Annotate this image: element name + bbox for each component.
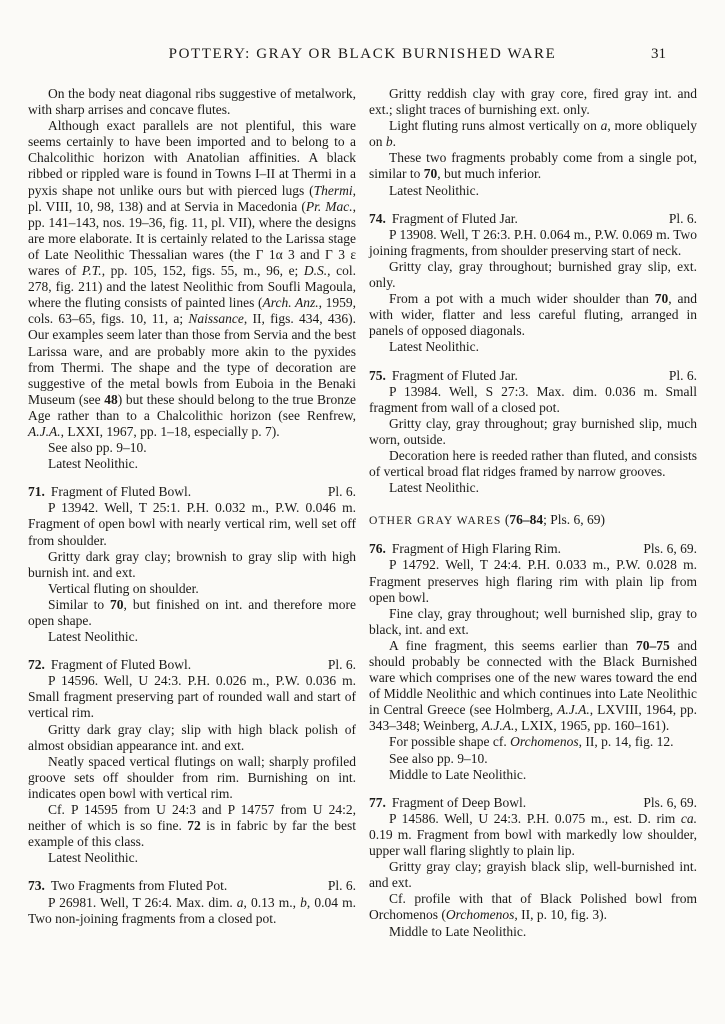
italic-run: Naissance xyxy=(188,311,244,327)
italic-run: Thermi xyxy=(313,182,353,198)
text-run: 0.19 m. Fragment from bowl with markedly low shoulder, upper wall flaring slightly to plain lip. xyxy=(369,826,697,859)
bold-run: 48 xyxy=(104,391,118,407)
paragraph xyxy=(28,440,356,456)
entry-title: Fragment of Fluted Jar. xyxy=(391,367,518,383)
italic-run: P.T. xyxy=(81,263,102,279)
text-run: Neatly spaced vertical flutings on wall; sharply profiled groove sets off shoulder from rim. Burnishing on int. indicates open bowl with vertical rim. xyxy=(28,753,356,801)
page-header xyxy=(0,46,725,66)
entry-number-title xyxy=(28,657,191,673)
text-run: P 14596. Well, U 24:3. P.H. 0.026 m., P.W. 0.036 m. Small fragment preserving part of rounded wall and start of vertical rim. xyxy=(28,673,356,721)
bold-run: 70 xyxy=(110,596,124,612)
text-run: Gritty clay, gray throughout; burnished gray slip, ext. only. xyxy=(369,258,697,291)
text-run: , II, figs. 434, 436). Our examples seem later than those from Servia and the best Larissa ware, and are probably more akin to the pyxides from Thermi. The shape and the type of decoration are suggestive of the metal bowls from Euboia in the Benaki Museum (see xyxy=(28,311,356,407)
text-run: ) but these should belong to the true Bronze Age rather than to a Chalcolithic horizon (see Renfrew, xyxy=(28,391,356,423)
paragraph xyxy=(369,480,697,496)
text-run: See also pp. 9–10. xyxy=(389,750,488,766)
plate-reference: Pl. 6. xyxy=(668,367,697,383)
entry-number-title xyxy=(369,368,518,384)
entry-number: 72. xyxy=(28,657,45,673)
italic-run: Pr. Mac. xyxy=(305,198,353,214)
paragraph xyxy=(369,150,697,182)
paragraph xyxy=(369,638,697,735)
text-run: , and with wider, flatter and less careful fluting, arranged in panels of opposed diagonals. xyxy=(369,291,697,339)
entry-title: Fragment of High Flaring Rim. xyxy=(391,541,561,557)
entry-title: Fragment of Fluted Jar. xyxy=(391,210,518,226)
text-run: ; Pls. 6, 69) xyxy=(543,512,605,528)
paragraph xyxy=(369,924,697,940)
italic-run: a xyxy=(600,118,608,134)
entry-title: Two Fragments from Fluted Pot. xyxy=(50,878,228,894)
entry-number: 76. xyxy=(369,541,386,557)
text-run: Decoration here is reeded rather than fluted, and consists of vertical broad flat ridges framed by narrow grooves. xyxy=(369,447,697,480)
paragraph xyxy=(369,751,697,767)
text-run: ( xyxy=(501,512,510,528)
paragraph xyxy=(28,581,356,597)
text-run: , II, p. 14, fig. 12. xyxy=(578,734,674,750)
entry-number-title xyxy=(28,878,227,894)
paragraph xyxy=(28,850,356,866)
paragraph xyxy=(28,118,356,440)
text-run: Latest Neolithic. xyxy=(48,850,138,866)
paragraph xyxy=(28,673,356,721)
text-run: Cf. P 14595 from U 24:3 and P 14757 from U 24:2, neither of which is so fine. xyxy=(28,802,356,834)
entry-heading xyxy=(369,541,697,557)
text-run: and should probably be connected with the Black Burnished ware which comprises one of the new wares toward the end of Middle Neolithic and which continues into Late Neolithic in Central Greece (see Holmberg, xyxy=(369,637,697,718)
text-run: Gritty dark gray clay; slip with high black polish of almost obsidian appearance int. and ext. xyxy=(28,721,356,753)
paragraph xyxy=(369,227,697,259)
running-title: POTTERY: GRAY OR BLACK BURNISHED WARE xyxy=(168,46,557,62)
entry-title: Fragment of Fluted Bowl. xyxy=(50,484,192,500)
text-run: Latest Neolithic. xyxy=(389,480,479,496)
plate-reference: Pl. 6. xyxy=(327,484,356,500)
text-run: These two fragments probably come from a single pot, similar to xyxy=(369,150,697,182)
text-run: P 14586. Well, U 24:3. P.H. 0.075 m., est. D. rim xyxy=(389,810,681,826)
text-run: Middle to Late Neolithic. xyxy=(389,923,527,939)
text-run: , 0.04 m. Two non-joining fragments from a closed pot. xyxy=(28,894,356,926)
text-run: Similar to xyxy=(48,596,111,612)
plate-reference: Pl. 6. xyxy=(668,210,697,226)
bold-run: 72 xyxy=(187,818,201,834)
text-run: On the body neat diagonal ribs suggestive of metalwork, with sharp arrises and concave flutes. xyxy=(28,86,356,118)
entry-number-title xyxy=(369,211,518,227)
text-run: , LXXI, 1967, pp. 1–18, especially p. 7). xyxy=(60,423,280,439)
text-run: Latest Neolithic. xyxy=(389,339,479,355)
text-run: Latest Neolithic. xyxy=(48,629,138,645)
plate-reference: Pl. 6. xyxy=(327,657,356,673)
text-run: , more obliquely on xyxy=(369,118,698,150)
text-run: Gritty reddish clay with gray core, fired gray int. and ext.; slight traces of burnishing ext. only. xyxy=(369,86,697,118)
text-run: For possible shape cf. xyxy=(389,734,511,750)
paragraph xyxy=(369,734,697,750)
text-run: , pp. 105, 152, figs. 55, m., 96, e; xyxy=(101,263,304,279)
text-run: , but much inferior. xyxy=(437,166,542,182)
entry-number: 75. xyxy=(369,367,386,383)
entry-heading xyxy=(369,795,697,811)
bold-run: 70–75 xyxy=(635,637,670,653)
text-run: , pl. VIII, 10, 98, 138) and at Servia in Macedonia ( xyxy=(28,182,356,214)
entry-number-title xyxy=(28,484,191,500)
text-run: P 26981. Well, T 26:4. Max. dim. xyxy=(48,894,237,910)
italic-run: D.S. xyxy=(303,263,328,279)
paragraph xyxy=(369,118,697,150)
entry-number: 77. xyxy=(369,794,386,810)
paragraph xyxy=(28,629,356,645)
entry-number: 71. xyxy=(28,484,45,500)
text-run: A fine fragment, this seems earlier than xyxy=(389,637,636,653)
text-run: P 13984. Well, S 27:3. Max. dim. 0.036 m. Small fragment from wall of a closed pot. xyxy=(369,383,697,415)
page-number: 31 xyxy=(651,46,666,62)
italic-run: b xyxy=(300,894,307,910)
text-run: , LXIX, 1965, pp. 160–161). xyxy=(514,718,670,734)
entry-heading xyxy=(369,211,697,227)
entry-number-title xyxy=(369,795,526,811)
text-run: , 0.13 m., xyxy=(243,894,301,910)
paragraph xyxy=(28,722,356,754)
text-run: Fine clay, gray throughout; well burnished slip, gray to black, int. and ext. xyxy=(369,605,697,637)
smallcaps-run: OTHER GRAY WARES xyxy=(369,514,502,528)
italic-run: A.J.A. xyxy=(28,423,61,439)
paragraph xyxy=(369,767,697,783)
text-run: Gritty clay, gray throughout; gray burnished slip, much worn, outside. xyxy=(369,415,697,447)
text-run: Vertical fluting on shoulder. xyxy=(48,580,199,596)
paragraph xyxy=(28,754,356,802)
paragraph xyxy=(369,86,697,118)
paragraph xyxy=(28,802,356,850)
paragraph xyxy=(369,859,697,891)
entry-number: 73. xyxy=(28,878,45,894)
paragraph xyxy=(369,416,697,448)
text-run: . xyxy=(392,134,396,150)
italic-run: A.J.A. xyxy=(481,718,515,734)
text-run: , but finished on int. and therefore more open shape. xyxy=(28,596,356,628)
text-run: Light fluting runs almost vertically on xyxy=(389,118,601,134)
text-run: P 14792. Well, T 24:4. P.H. 0.033 m., P.W. 0.028 m. Fragment preserves high flaring rim with plain lip from open bowl. xyxy=(369,557,697,605)
entry-title: Fragment of Fluted Bowl. xyxy=(50,657,192,673)
section-heading xyxy=(369,512,697,529)
entry-heading xyxy=(28,657,356,673)
italic-run: a xyxy=(236,894,244,910)
paragraph xyxy=(28,597,356,629)
left-column xyxy=(28,86,356,940)
paragraph xyxy=(369,811,697,859)
entry-number: 74. xyxy=(369,210,386,226)
text-run: , pp. 141–143, nos. 19–36, fig. 11, pl. VII), where the designs are more elaborate. It is certainly related to the Larissa stage of Late Neolithic Thessalian wares (the Γ 1α 3 and Γ 3 ε wares of xyxy=(28,198,356,279)
entry-number-title xyxy=(369,541,561,557)
paragraph xyxy=(369,557,697,605)
paragraph xyxy=(369,384,697,416)
right-column xyxy=(369,86,697,940)
text-run: Cf. profile with that of Black Polished bowl from Orchomenos ( xyxy=(369,891,697,923)
paragraph xyxy=(369,259,697,291)
paragraph xyxy=(369,291,697,339)
bold-run: 70 xyxy=(654,291,669,307)
entry-heading xyxy=(28,484,356,500)
text-run: Latest Neolithic. xyxy=(48,456,138,472)
text-run: Gritty gray clay; grayish black slip, well-burnished int. and ext. xyxy=(369,859,697,891)
bold-run: 76–84 xyxy=(509,512,544,528)
text-run: P 13942. Well, T 25:1. P.H. 0.032 m., P.W. 0.046 m. Fragment of open bowl with nearly vertical rim, well set off from shoulder. xyxy=(28,500,356,548)
italic-run: A.J.A. xyxy=(557,702,590,718)
text-run: Latest Neolithic. xyxy=(389,182,479,198)
entry-heading xyxy=(369,368,697,384)
text-run: From a pot with a much wider shoulder than xyxy=(389,291,655,307)
paragraph xyxy=(369,448,697,480)
italic-run: ca. xyxy=(680,810,697,826)
text-run: Although exact parallels are not plentiful, this ware seems certainly to have been imported and to belong to a Chalcolithic horizon with Anatolian affinities. A black ribbed or rippled ware is found in Towns I–II at Thermi in a pyxis shape not unlike ours but with pierced lugs ( xyxy=(28,118,356,198)
text-run: , 1959, cols. 63–65, figs. 10, 11, a; xyxy=(28,295,357,327)
paragraph xyxy=(369,183,697,199)
paragraph xyxy=(369,339,697,355)
paragraph xyxy=(28,456,356,472)
page-body xyxy=(28,86,697,940)
paragraph xyxy=(369,606,697,638)
text-run: is in fabric by far the best example of this class. xyxy=(28,818,357,850)
paragraph xyxy=(28,500,356,548)
text-run: Gritty dark gray clay; brownish to gray slip with high burnish int. and ext. xyxy=(28,548,356,580)
plate-reference: Pl. 6. xyxy=(327,878,356,894)
paragraph xyxy=(28,895,356,927)
text-run: , LXVIII, 1964, pp. 343–348; Weinberg, xyxy=(369,702,697,734)
bold-run: 70 xyxy=(423,166,438,182)
paragraph xyxy=(28,549,356,581)
italic-run: b xyxy=(385,134,393,150)
text-run: , col. 278, fig. 211) and the latest Neolithic from Soufli Magoula, where the fluting consists of painted lines ( xyxy=(28,263,356,311)
text-run: See also pp. 9–10. xyxy=(48,440,147,456)
paragraph xyxy=(369,891,697,923)
plate-reference: Pls. 6, 69. xyxy=(643,794,697,810)
text-run: P 13908. Well, T 26:3. P.H. 0.064 m., P.W. 0.069 m. Two joining fragments, from shoulder preserving start of neck. xyxy=(369,226,697,258)
entry-heading xyxy=(28,878,356,894)
plate-reference: Pls. 6, 69. xyxy=(643,541,697,557)
italic-run: Arch. Anz. xyxy=(262,295,319,311)
paragraph xyxy=(28,86,356,118)
text-run: Middle to Late Neolithic. xyxy=(389,766,527,782)
italic-run: Orchomenos xyxy=(510,734,579,750)
italic-run: Orchomenos xyxy=(445,907,515,923)
entry-title: Fragment of Deep Bowl. xyxy=(391,794,527,810)
text-run: , II, p. 10, fig. 3). xyxy=(514,907,607,923)
